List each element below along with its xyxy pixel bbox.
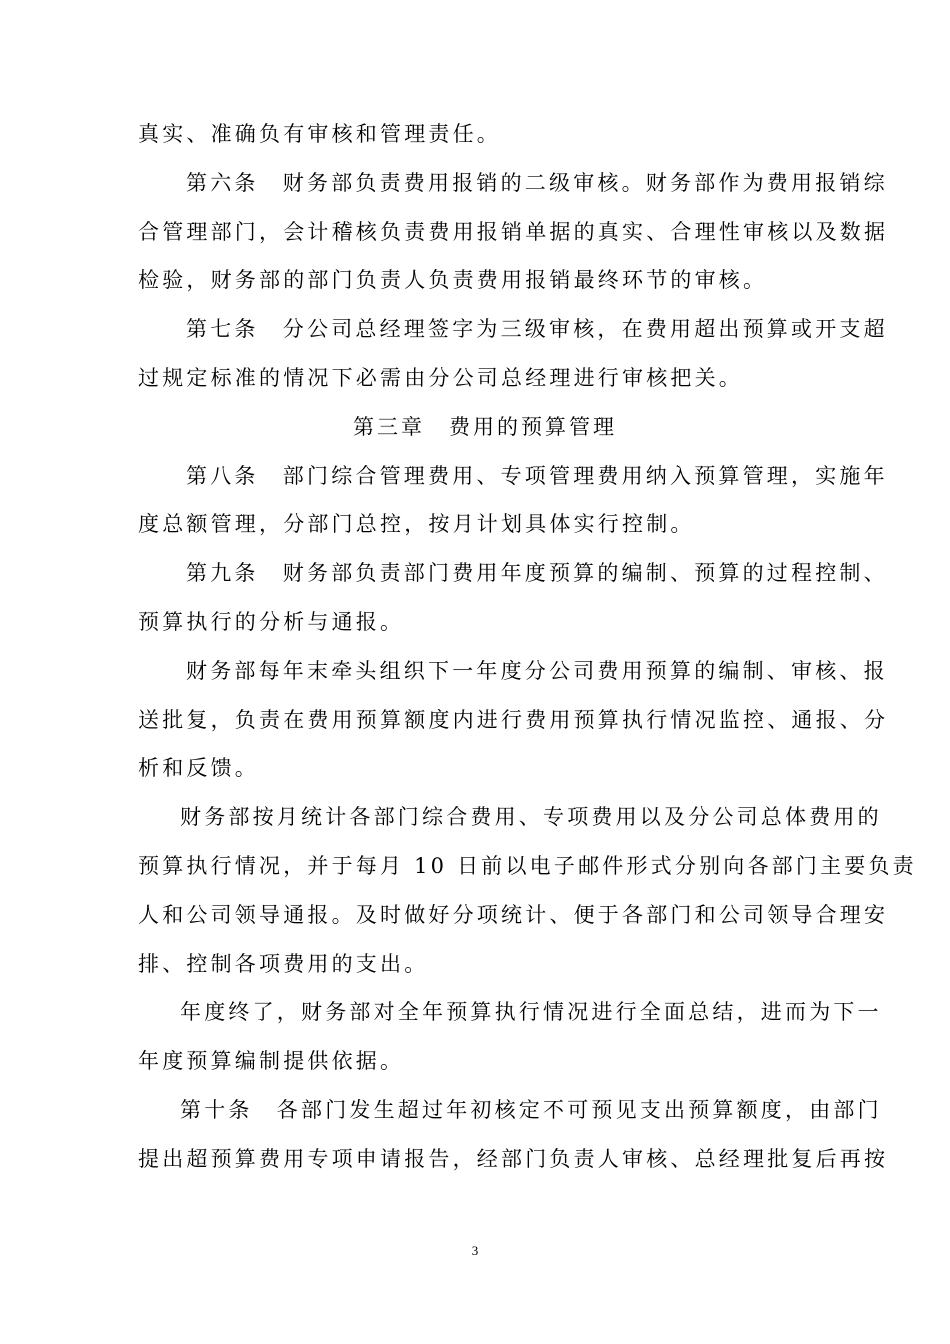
article-10-line-1: 第十条 各部门发生超过年初核定不可预见支出预算额度，由部门 bbox=[180, 1097, 882, 1122]
chapter-3-title: 第三章 费用的预算管理 bbox=[353, 414, 617, 439]
paragraph-line: 析和反馈。 bbox=[138, 756, 259, 781]
document-body bbox=[138, 110, 917, 1184]
paragraph-line: 年度预算编制提供依据。 bbox=[138, 1049, 405, 1074]
article-6-line-1: 第六条 财务部负责费用报销的二级审核。财务部作为费用报销综 bbox=[186, 170, 888, 195]
article-7-line-1: 第七条 分公司总经理签字为三级审核，在费用超出预算或开支超 bbox=[186, 317, 888, 342]
article-9-line-1: 第九条 财务部负责部门费用年度预算的编制、预算的过程控制、 bbox=[186, 561, 888, 586]
article-8-line-1: 第八条 部门综合管理费用、专项管理费用纳入预算管理，实施年 bbox=[186, 463, 888, 488]
paragraph-line: 财务部每年末牵头组织下一年度分公司费用预算的编制、审核、报 bbox=[186, 658, 888, 683]
paragraph-line: 预算执行情况，并于每月 10 日前以电子邮件形式分别向各部门主要负责 bbox=[138, 853, 917, 878]
paragraph-line: 送批复，负责在费用预算额度内进行费用预算执行情况监控、通报、分 bbox=[138, 707, 889, 732]
article-7-line-2: 过规定标准的情况下必需由分公司总经理进行审核把关。 bbox=[138, 365, 743, 390]
paragraph-line: 人和公司领导通报。及时做好分项统计、便于各部门和公司领导合理安 bbox=[138, 902, 889, 927]
article-9-line-2: 预算执行的分析与通报。 bbox=[138, 609, 405, 634]
paragraph-line: 排、控制各项费用的支出。 bbox=[138, 951, 429, 976]
paragraph-line: 财务部按月统计各部门综合费用、专项费用以及分公司总体费用的 bbox=[180, 805, 882, 830]
paragraph-line: 年度终了，财务部对全年预算执行情况进行全面总结，进而为下一 bbox=[180, 1000, 882, 1025]
article-6-line-3: 检验，财务部的部门负责人负责费用报销最终环节的审核。 bbox=[138, 268, 768, 293]
article-10-line-2: 提出超预算费用专项申请报告，经部门负责人审核、总经理批复后再按 bbox=[138, 1146, 889, 1171]
article-6-line-2: 合管理部门，会计稽核负责费用报销单据的真实、合理性审核以及数据 bbox=[138, 219, 889, 244]
article-8-line-2: 度总额管理，分部门总控，按月计划具体实行控制。 bbox=[138, 512, 695, 537]
text-line: 真实、准确负有审核和管理责任。 bbox=[138, 122, 501, 146]
page-number: 3 bbox=[471, 1243, 479, 1258]
